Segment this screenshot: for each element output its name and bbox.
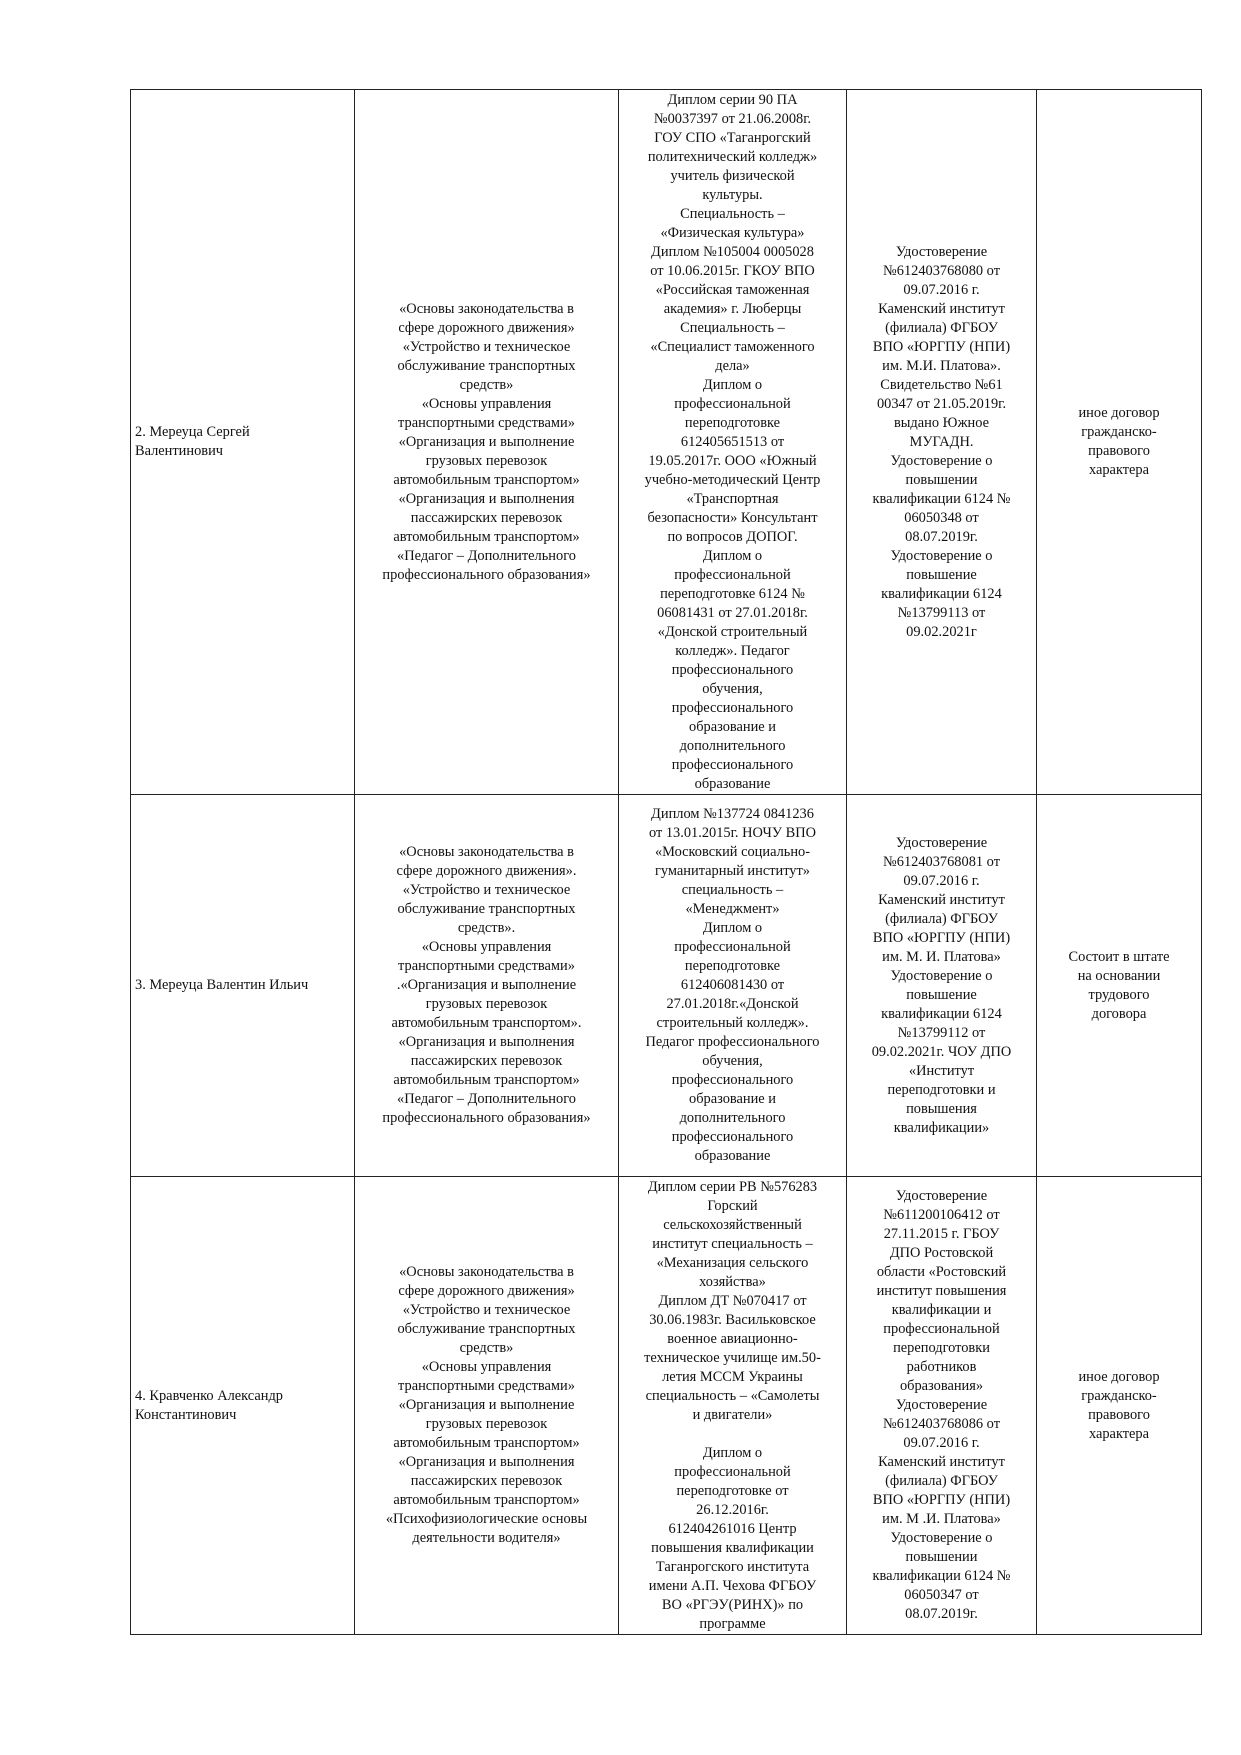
cell-line: средств»	[459, 1340, 514, 1356]
cell-line: Каменский институт	[878, 1454, 1005, 1470]
cell-line: «Основы законодательства в	[399, 844, 574, 860]
cell-line: профессионального	[671, 699, 794, 716]
cell-line: квалификации»	[893, 1119, 990, 1136]
cell-line: 09.02.2021г	[906, 623, 977, 640]
cell-line: Диплом ДТ №070417 от	[658, 1292, 807, 1309]
cell-line: гуманитарный институт»	[655, 863, 810, 879]
cell-line: «Основы законодательства в	[399, 1264, 574, 1280]
cell-line: Константинович	[135, 1406, 237, 1423]
cell-line: «Устройство и техническое	[402, 338, 571, 355]
cell-line: безопасности» Консультант	[647, 509, 818, 526]
cell-line: 19.05.2017г. ООО «Южный	[648, 452, 817, 469]
cell-line: квалификации 6124	[881, 1005, 1002, 1022]
cell-line: «Организация и выполнения	[398, 490, 575, 507]
table-row	[131, 1177, 1202, 1635]
cell-line: ГОУ СПО «Таганрогский	[654, 129, 811, 146]
cell-line: Удостоверение	[895, 243, 988, 260]
employment-status-cell	[1037, 795, 1202, 1177]
cell-line: ВПО «ЮРГПУ (НПИ)	[872, 929, 1011, 946]
cell-line: 09.07.2016 г.	[903, 872, 980, 889]
cell-line: грузовых перевозок	[425, 452, 548, 469]
cell-line: на основании	[1077, 967, 1161, 984]
cell-line: академия» г. Люберцы	[663, 300, 802, 317]
cell-line: транспортными средствами»	[398, 1378, 575, 1394]
cell-line: дополнительного	[679, 1110, 786, 1126]
cell-line: квалификации 6124 №	[872, 490, 1011, 507]
education-cell	[619, 90, 847, 795]
cell-line: Состоит в штате	[1068, 948, 1170, 965]
cell-line: от 10.06.2015г. ГКОУ ВПО	[650, 262, 815, 279]
cell-line: Удостоверение о	[890, 967, 993, 984]
cell-line: автомобильным транспортом»	[393, 1435, 580, 1451]
cell-line: 08.07.2019г.	[905, 528, 978, 545]
cell-line: №0037397 от 21.06.2008г.	[653, 110, 812, 127]
qualification-cell	[847, 1177, 1037, 1635]
cell-line: МУГАДН.	[909, 433, 974, 450]
cell-line: №612403768081 от	[883, 853, 1000, 870]
table-row	[131, 90, 1202, 795]
cell-line: квалификации 6124	[881, 585, 1002, 602]
cell-line: №13799113 от	[897, 604, 986, 621]
cell-line: 27.11.2015 г. ГБОУ	[883, 1226, 1000, 1242]
staff-table	[130, 89, 1202, 1635]
cell-line: грузовых перевозок	[425, 1416, 548, 1432]
cell-line: трудового	[1088, 986, 1150, 1003]
cell-line: средств»	[459, 376, 514, 393]
cell-line: «Транспортная	[686, 490, 779, 507]
cell-line: Специальность –	[680, 319, 785, 336]
cell-line: повышение	[906, 566, 977, 583]
cell-line: от 13.01.2015г. НОЧУ ВПО	[648, 825, 817, 841]
cell-line: колледж». Педагог	[675, 642, 790, 659]
cell-line: «Педагог – Дополнительного	[397, 547, 576, 564]
cell-line: техническое училище им.50-	[644, 1349, 821, 1366]
cell-line: «Основы управления	[421, 1359, 552, 1375]
cell-line: обслуживание транспортных	[397, 901, 576, 917]
cell-line: 2. Мереуца Сергей	[135, 424, 250, 440]
cell-line: деятельности водителя»	[412, 1530, 561, 1546]
cell-line: Каменский институт	[878, 891, 1005, 908]
cell-line: образование и	[689, 718, 776, 735]
cell-line: пассажирских перевозок	[410, 1473, 563, 1489]
cell-line: «Организация и выполнения	[398, 1034, 575, 1050]
cell-line: 08.07.2019г.	[905, 1606, 978, 1622]
cell-line: грузовых перевозок	[425, 996, 548, 1012]
cell-line: №612403768086 от	[883, 1416, 1000, 1432]
qualification-cell	[847, 795, 1037, 1177]
cell-line: Удостоверение о	[890, 547, 993, 564]
cell-line: работников	[906, 1359, 977, 1375]
cell-line: профессионального образования»	[382, 1110, 591, 1126]
cell-line: «Специалист таможенного	[650, 338, 815, 355]
cell-line: 27.01.2018г.«Донской	[666, 996, 799, 1012]
cell-line: строительный колледж».	[656, 1015, 809, 1031]
cell-line: Педагог профессионального	[645, 1034, 820, 1050]
cell-line: гражданско-	[1081, 424, 1157, 440]
cell-line: автомобильным транспортом»	[393, 528, 580, 545]
cell-line: «Устройство и техническое	[402, 882, 571, 898]
cell-line: Диплом о	[702, 547, 763, 564]
cell-line: характера	[1088, 462, 1150, 478]
cell-line: «Организация и выполнение	[398, 433, 575, 450]
cell-line: Диплом серии РВ №576283	[647, 1178, 818, 1195]
cell-line: правового	[1088, 443, 1150, 459]
cell-line: обслуживание транспортных	[397, 1321, 576, 1337]
cell-line: транспортными средствами»	[398, 958, 575, 974]
cell-line: образование	[694, 775, 771, 792]
cell-line: «Механизация сельского	[656, 1254, 809, 1271]
cell-line: иное договор	[1078, 1368, 1160, 1385]
cell-line: «Донской строительный	[657, 623, 808, 640]
cell-line: обучения,	[702, 680, 763, 697]
cell-line: 06050347 от	[904, 1587, 979, 1603]
cell-line: повышении	[905, 1549, 978, 1565]
cell-line: Удостоверение	[895, 834, 988, 851]
cell-line: профессионального	[671, 1129, 794, 1145]
cell-line: .«Организация и выполнение	[396, 977, 577, 993]
cell-line: «Основы управления	[421, 395, 552, 412]
cell-line: «Основы управления	[421, 939, 552, 955]
cell-line: Горский	[707, 1197, 758, 1214]
cell-line: повышения квалификации	[651, 1539, 814, 1556]
cell-line: №612403768080 от	[883, 262, 1000, 279]
cell-line: пассажирских перевозок	[410, 509, 563, 526]
cell-line: дела»	[715, 357, 750, 374]
cell-line: пассажирских перевозок	[410, 1053, 563, 1069]
employment-status-cell	[1037, 90, 1202, 795]
cell-line: ВО «РГЭУ(РИНХ)» по	[661, 1596, 804, 1613]
cell-line: 09.07.2016 г.	[903, 281, 980, 298]
cell-line: хозяйства»	[699, 1273, 766, 1290]
programs-cell	[355, 90, 619, 795]
cell-line: обслуживание транспортных	[397, 357, 576, 374]
education-cell	[619, 795, 847, 1177]
cell-line: образование	[694, 1148, 771, 1164]
cell-line: переподготовке	[684, 414, 781, 431]
cell-line: правового	[1088, 1406, 1150, 1423]
cell-line: Валентинович	[135, 443, 224, 459]
cell-line: повышение	[906, 986, 977, 1003]
programs-cell	[355, 1177, 619, 1635]
cell-line: институт специальность –	[652, 1235, 813, 1252]
cell-line: переподготовке	[684, 958, 781, 974]
cell-line: 612405651513 от	[680, 433, 785, 450]
cell-line: переподготовки	[893, 1340, 990, 1356]
cell-line: №13799112 от	[897, 1024, 986, 1041]
cell-line: Удостоверение о	[890, 1530, 993, 1546]
cell-line: Удостоверение о	[890, 452, 993, 469]
cell-line: Диплом о	[702, 376, 763, 393]
cell-line: и двигатели»	[692, 1406, 773, 1423]
cell-line: политехнический колледж»	[647, 148, 818, 165]
cell-line: иное договор	[1078, 405, 1160, 421]
cell-line: 09.07.2016 г.	[903, 1435, 980, 1451]
cell-line: сфере дорожного движения»	[398, 319, 575, 336]
cell-line: квалификации и	[891, 1302, 992, 1318]
teacher-name-cell	[131, 90, 355, 795]
cell-line: «Устройство и техническое	[402, 1302, 571, 1318]
cell-line: образования»	[899, 1378, 984, 1394]
cell-line: Специальность –	[680, 205, 785, 222]
cell-line: «Психофизиологические основы	[385, 1511, 588, 1527]
cell-line: Диплом о	[702, 920, 763, 936]
cell-line: квалификации 6124 №	[872, 1568, 1011, 1584]
cell-line: профессионального	[671, 756, 794, 773]
cell-line: 612406081430 от	[680, 977, 785, 993]
cell-line: Удостоверение	[895, 1397, 988, 1413]
cell-line: 26.12.2016г.	[696, 1501, 769, 1518]
cell-line: профессиональной	[883, 1321, 1000, 1337]
cell-line: (филиала) ФГБОУ	[885, 910, 998, 927]
cell-line: «Педагог – Дополнительного	[397, 1091, 576, 1107]
programs-cell	[355, 795, 619, 1177]
cell-line: 30.06.1983г. Васильковское	[649, 1311, 816, 1328]
cell-line: «Организация и выполнения	[398, 1454, 575, 1470]
cell-line: автомобильным транспортом»	[393, 1492, 580, 1508]
cell-line: профессиональной	[674, 1463, 791, 1480]
qualification-cell	[847, 90, 1037, 795]
cell-line: учитель физической	[670, 167, 795, 184]
cell-line: ВПО «ЮРГПУ (НПИ)	[872, 338, 1011, 355]
cell-line: профессионального	[671, 661, 794, 678]
cell-line: Свидетельство №61	[880, 376, 1003, 393]
cell-line: транспортными средствами»	[398, 414, 575, 431]
cell-line: характера	[1088, 1425, 1150, 1442]
cell-line: сфере дорожного движения».	[396, 863, 577, 879]
cell-line: Диплом №105004 0005028	[651, 243, 814, 260]
cell-line: повышении	[905, 471, 978, 488]
cell-line	[623, 1425, 842, 1444]
cell-line: Таганрогского института	[655, 1558, 810, 1575]
cell-line: им. М .И. Платова»	[882, 1511, 1001, 1527]
cell-line: специальность – «Самолеты	[645, 1387, 820, 1404]
cell-line: «Физическая культура»	[660, 224, 805, 241]
cell-line: «Основы законодательства в	[399, 300, 574, 317]
cell-line: 3. Мереуца Валентин Ильич	[135, 977, 309, 993]
teacher-name-cell	[131, 1177, 355, 1635]
cell-line: по вопросов ДОПОГ.	[667, 528, 798, 545]
cell-line: учебно-методический Центр	[644, 471, 821, 488]
cell-line: летия МССМ Украины	[662, 1368, 803, 1385]
cell-line: (филиала) ФГБОУ	[885, 1473, 998, 1489]
cell-line: 612404261016 Центр	[668, 1520, 797, 1537]
cell-line: автомобильным транспортом».	[391, 1015, 582, 1031]
cell-line: имени А.П. Чехова ФГБОУ	[648, 1577, 817, 1594]
cell-line: профессиональной	[674, 566, 791, 583]
cell-line: профессионального	[671, 1072, 794, 1088]
cell-line: ДПО Ростовской	[889, 1245, 994, 1261]
education-cell	[619, 1177, 847, 1635]
cell-line: №611200106412 от	[883, 1207, 1000, 1223]
cell-line: институт повышения	[876, 1283, 1007, 1299]
cell-line: обучения,	[702, 1053, 763, 1069]
cell-line: профессиональной	[674, 395, 791, 412]
cell-line: гражданско-	[1081, 1387, 1157, 1404]
cell-line: сфере дорожного движения»	[398, 1283, 575, 1299]
cell-line: автомобильным транспортом»	[393, 1072, 580, 1088]
cell-line: «Российская таможенная	[655, 281, 810, 298]
cell-line: «Московский социально-	[654, 844, 811, 860]
cell-line: «Организация и выполнение	[398, 1397, 575, 1413]
cell-line: профессионального образования»	[382, 566, 591, 583]
cell-line: им. М. И. Платова»	[882, 948, 1001, 965]
cell-line: автомобильным транспортом»	[393, 471, 580, 488]
cell-line: повышения	[906, 1100, 977, 1117]
cell-line: 4. Кравченко Александр	[135, 1387, 283, 1404]
cell-line: Диплом о	[702, 1444, 763, 1461]
cell-line: «Институт	[908, 1062, 975, 1079]
cell-line: (филиала) ФГБОУ	[885, 319, 998, 336]
cell-line: «Менеджмент»	[685, 901, 780, 917]
cell-line: культуры.	[702, 186, 763, 203]
teacher-name-cell	[131, 795, 355, 1177]
cell-line: 09.02.2021г. ЧОУ ДПО	[871, 1043, 1012, 1060]
cell-line: профессиональной	[674, 939, 791, 955]
cell-line: переподготовке 6124 №	[660, 585, 805, 602]
cell-line: 00347 от 21.05.2019г.	[876, 395, 1007, 412]
cell-line: 06050348 от	[904, 509, 979, 526]
cell-line: переподготовке от	[676, 1482, 789, 1499]
cell-line: области «Ростовский	[876, 1264, 1007, 1280]
employment-status-cell	[1037, 1177, 1202, 1635]
cell-line: Каменский институт	[878, 300, 1005, 317]
table-row	[131, 795, 1202, 1177]
cell-line: Диплом серии 90 ПА	[667, 91, 798, 108]
cell-line: средств».	[457, 920, 516, 936]
cell-line: договора	[1091, 1005, 1147, 1022]
cell-line: программе	[699, 1615, 766, 1632]
cell-line: специальность –	[681, 882, 784, 898]
cell-line: выдано Южное	[893, 414, 990, 431]
cell-line: военное авиационно-	[667, 1330, 798, 1347]
cell-line: образование и	[689, 1091, 776, 1107]
cell-line: сельскохозяйственный	[663, 1216, 802, 1233]
cell-line: переподготовки и	[887, 1081, 996, 1098]
cell-line: 06081431 от 27.01.2018г.	[657, 604, 808, 621]
cell-line: Диплом №137724 0841236	[651, 806, 814, 822]
cell-line: дополнительного	[679, 737, 786, 754]
cell-line: Удостоверение	[895, 1188, 988, 1204]
cell-line: ВПО «ЮРГПУ (НПИ)	[872, 1492, 1011, 1508]
cell-line: им. М.И. Платова».	[882, 357, 1001, 374]
